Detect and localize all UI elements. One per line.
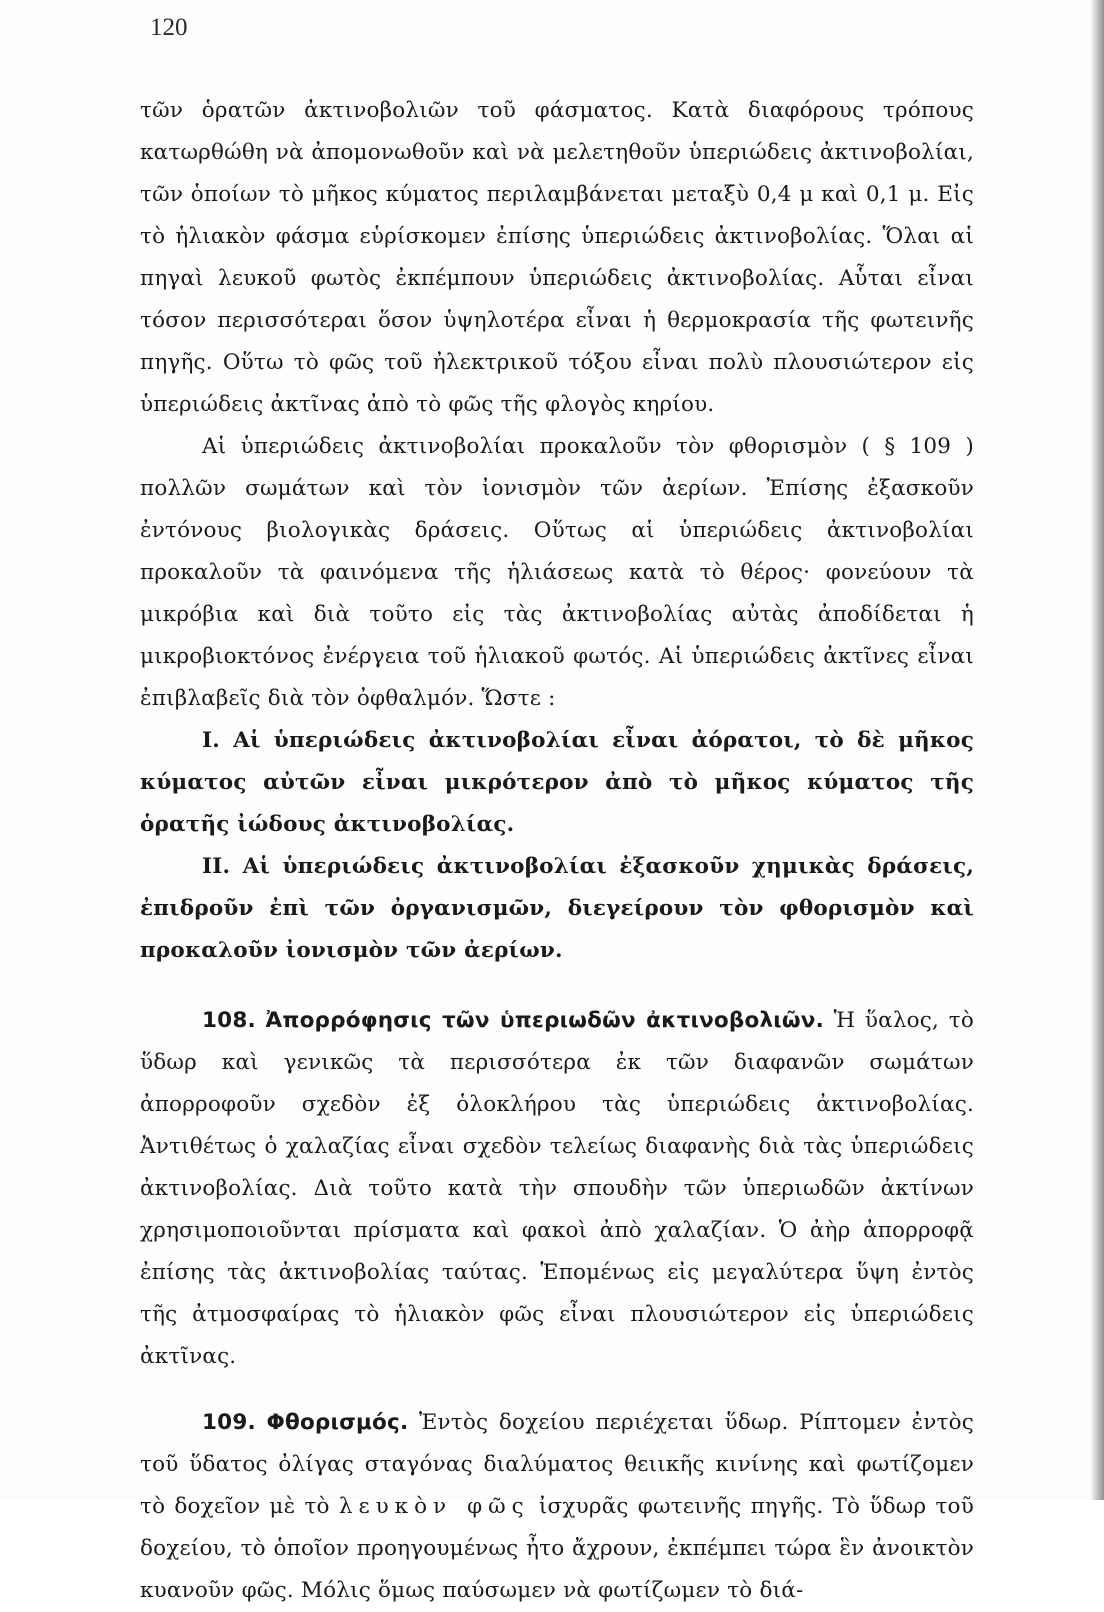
section-109-spaced-phrase: λευκὸν φῶς xyxy=(338,1494,530,1519)
section-108-number: 108. xyxy=(202,1008,256,1033)
section-109-title: Φθορισμός. xyxy=(266,1410,409,1435)
conclusion-rule-2: II. Αἱ ὑπεριώδεις ἀκτινοβολίαι ἐξασκοῦν χημικὰς δράσεις, ἐπιδροῦν ἐπὶ τῶν ὀργανισμῶν, διεγείρουν τὸν φθορισμὸν καὶ προκαλοῦν ἰονισμὸν τῶν ἀερίων. xyxy=(140,854,974,963)
paragraph-continued: τῶν ὁρατῶν ἀκτινοβολιῶν τοῦ φάσματος. Κατὰ διαφόρους τρόπους κατωρθώθη νὰ ἀπομονωθοῦν καὶ νὰ μελετηθοῦν ὑπεριώδεις ἀκτινοβολίαι, τῶν ὁποίων τὸ μῆκος κύματος περιλαμβάνεται μεταξὺ 0,4 μ καὶ 0,1 μ. Εἰς τὸ ἡλιακὸν φάσμα εὑρίσκομεν ἐπίσης ὑπεριώδεις ἀκτινοβολίας. Ὅλαι αἱ πηγαὶ λευκοῦ φωτὸς ἐκπέμπουν ὑπεριώδεις ἀκτινοβολίας. Αὗται εἶναι τόσον περισσότεραι ὅσον ὑψηλοτέρα εἶναι ἡ θερμοκρασία τῆς φωτεινῆς πηγῆς. Οὕτω τὸ φῶς τοῦ ἠλεκτρικοῦ τόξου εἶναι πολὺ πλουσιώτερον εἰς ὑπεριώδεις ἀκτῖνας ἀπὸ τὸ φῶς τῆς φλογὸς κηρίου. xyxy=(140,98,974,417)
paragraph-ultraviolet-effects: Αἱ ὑπεριώδεις ἀκτινοβολίαι προκαλοῦν τὸν φθορισμὸν ( § 109 ) πολλῶν σωμάτων καὶ τὸν ἰονισμὸν τῶν ἀερίων. Ἐπίσης ἐξασκοῦν ἐντόνους βιολογικὰς δράσεις. Οὕτως αἱ ὑπεριώδεις ἀκτινοβολίαι προκαλοῦν τὰ φαινόμενα τῆς ἡλιάσεως κατὰ τὸ θέρος· φονεύουν τὰ μικρόβια καὶ διὰ τοῦτο εἰς τὰς ἀκτινοβολίας αὐτὰς ἀποδίδεται ἡ μικροβιοκτόνος ἐνέργεια τοῦ ἡλιακοῦ φωτός. Αἱ ὑπεριώδεις ἀκτῖνες εἶναι ἐπιβλαβεῖς διὰ τὸν ὀφθαλμόν. Ὥστε : xyxy=(140,434,974,711)
conclusion-rule-1: I. Αἱ ὑπεριώδεις ἀκτινοβολίαι εἶναι ἀόρατοι, τὸ δὲ μῆκος κύματος αὐτῶν εἶναι μικρότερον ἀπὸ τὸ μῆκος κύματος τῆς ὁρατῆς ἰώδους ἀκτινοβολίας. xyxy=(140,728,974,837)
spacer xyxy=(140,1378,974,1402)
main-text xyxy=(140,90,974,1612)
section-108-text: Ἡ ὕαλος, τὸ ὕδωρ καὶ γενικῶς τὰ περισσότερα ἐκ τῶν διαφανῶν σωμάτων ἀπορροφοῦν σχεδὸν ἐξ ὁλοκλήρου τὰς ὑπεριώδεις ἀκτινοβολίας. Ἀντιθέτως ὁ χαλαζίας εἶναι σχεδὸν τελείως διαφανὴς διὰ τὰς ὑπεριώδεις ἀκτινοβολίας. Διὰ τοῦτο κατὰ τὴν σπουδὴν τῶν ὑπεριωδῶν ἀκτίνων χρησιμοποιοῦνται πρίσματα καὶ φακοὶ ἀπὸ χαλαζίαν. Ὁ ἀὴρ ἀπορροφᾷ ἐπίσης τὰς ἀκτινοβολίας ταύτας. Ἑπομένως εἰς μεγαλύτερα ὕψη ἐντὸς τῆς ἀτμοσφαίρας τὸ ἡλιακὸν φῶς εἶναι πλουσιώτερον εἰς ὑπεριώδεις ἀκτῖνας. xyxy=(140,1008,974,1369)
section-109 xyxy=(140,1402,974,1612)
section-109-text-after: ἰσχυρᾶς φωτεινῆς πηγῆς. Τὸ ὕδωρ τοῦ δοχείου, τὸ ὁποῖον προηγουμένως ἦτο ἄχρουν, ἐκπέμπει τώρα ἓν ἀνοικτὸν κυανοῦν φῶς. Μόλις ὅμως παύσωμεν νὰ φωτίζωμεν τὸ διά- xyxy=(140,1494,974,1603)
page-number: 120 xyxy=(150,14,188,41)
spacer xyxy=(140,972,974,1000)
section-108-title: Ἀπορρόφησις τῶν ὑπεριωδῶν ἀκτινοβολιῶν. xyxy=(265,1008,824,1033)
scan-edge-shadow xyxy=(1090,0,1104,1500)
section-108 xyxy=(140,1000,974,1378)
section-109-text-before: Ἐντὸς δοχείου περιέχεται ὕδωρ. Ρίπτομεν ἐντὸς τοῦ ὕδατος ὀλίγας σταγόνας διαλύματος θειικῆς κινίνης καὶ φωτίζομεν τὸ δοχεῖον μὲ τὸ xyxy=(140,1410,974,1519)
section-109-number: 109. xyxy=(202,1410,256,1435)
